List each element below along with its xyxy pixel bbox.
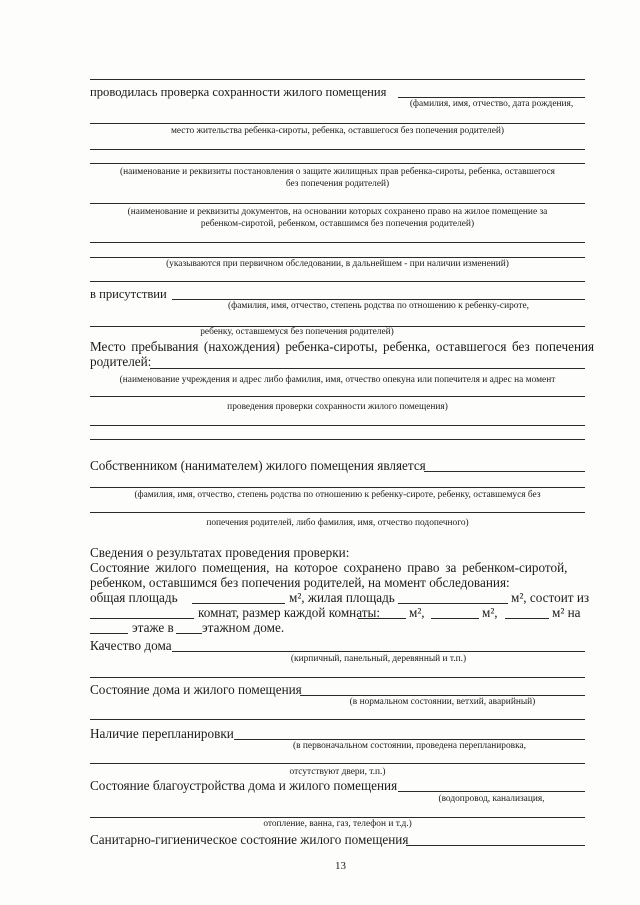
room-unit-2: м², bbox=[482, 605, 498, 620]
room-unit-1: м², bbox=[409, 605, 425, 620]
owner-field[interactable] bbox=[424, 471, 585, 472]
results-heading: Сведения о результатах проведения проверки: bbox=[90, 545, 350, 560]
fill-line[interactable] bbox=[90, 677, 585, 678]
consists-label: м², состоит из bbox=[511, 590, 590, 605]
amenities-field[interactable] bbox=[398, 791, 585, 792]
amenities-label: Состояние благоустройства дома и жилого помещения bbox=[90, 778, 398, 793]
fill-line[interactable] bbox=[90, 123, 585, 124]
caption: ребенку, оставшемуся без попечения родителей) bbox=[200, 327, 394, 337]
fill-line[interactable] bbox=[90, 763, 585, 764]
caption: (указываются при первичном обследовании, в дальнейшем - при наличии изменений) bbox=[166, 259, 509, 269]
check-label: проводилась проверка сохранности жилого помещения bbox=[90, 85, 387, 99]
page-number: 13 bbox=[335, 860, 346, 872]
caption: (фамилия, имя, отчество, дата рождения, bbox=[409, 99, 574, 109]
caption: (в первоначальном состоянии, проведена перепланировка, bbox=[293, 741, 526, 751]
location-label-2: родителей: bbox=[90, 354, 152, 369]
fill-line[interactable] bbox=[90, 487, 585, 488]
caption: (наименование учреждения и адрес либо фамилия, имя, отчество опекуна или попечителя и адрес на момент bbox=[119, 375, 556, 385]
living-area-label: м², жилая площадь bbox=[289, 590, 395, 605]
fill-line[interactable] bbox=[90, 149, 585, 150]
caption: (наименование и реквизиты документов, на основании которых сохранено право на жилое помещение за bbox=[127, 207, 548, 217]
fill-line[interactable] bbox=[90, 439, 585, 440]
location-label: Место пребывания (нахождения) ребенка-сироты, ребенка, оставшегося без попечения bbox=[90, 339, 595, 354]
caption: место жительства ребенка-сироты, ребенка, оставшегося без попечения родителей) bbox=[170, 126, 504, 136]
fill-line[interactable] bbox=[90, 79, 585, 80]
fill-line[interactable] bbox=[90, 281, 585, 282]
sanitary-field[interactable] bbox=[406, 845, 585, 846]
fill-line[interactable] bbox=[90, 719, 585, 720]
total-area-label: общая площадь bbox=[90, 590, 178, 605]
living-area-field[interactable] bbox=[398, 603, 508, 604]
fill-line[interactable] bbox=[90, 203, 585, 204]
caption: (наименование и реквизиты постановления о защите жилищных прав ребенка-сироты, ребенка, оставшегося bbox=[119, 167, 555, 177]
floor-house-label: этажном доме. bbox=[202, 620, 285, 635]
rooms-count-field[interactable] bbox=[90, 618, 194, 619]
caption: без попечения родителей) bbox=[285, 179, 390, 189]
floor-field[interactable] bbox=[90, 633, 128, 634]
quality-label: Качество дома bbox=[90, 638, 172, 653]
location-field[interactable] bbox=[150, 368, 585, 369]
quality-field[interactable] bbox=[172, 651, 585, 652]
replanning-label: Наличие перепланировки bbox=[90, 726, 234, 741]
replanning-field[interactable] bbox=[234, 739, 585, 740]
caption: проведения проверки сохранности жилого помещения) bbox=[227, 402, 448, 412]
fill-line[interactable] bbox=[90, 512, 585, 513]
floor-label: этаже в bbox=[132, 620, 174, 635]
owner-label: Собственником (нанимателем) жилого помещения является bbox=[90, 458, 426, 473]
caption: (водопровод, канализация, bbox=[438, 794, 545, 804]
state-text-2: ребенком, оставшимся без попечения родителей, на момент обследования: bbox=[90, 575, 510, 590]
total-area-field[interactable] bbox=[192, 603, 285, 604]
caption: (в нормальном состоянии, ветхий, аварийный) bbox=[349, 697, 536, 707]
caption: ребенком-сиротой, ребенком, оставшимся без попечения родителей) bbox=[200, 219, 475, 229]
room-unit-3: м² на bbox=[552, 605, 581, 620]
caption: (фамилия, имя, отчество, степень родства по отношению к ребенку-сироте, ребенку, оставшемуся без bbox=[134, 490, 541, 500]
house-state-label: Состояние дома и жилого помещения bbox=[90, 682, 302, 697]
caption: отсутствуют двери, т.п.) bbox=[289, 767, 386, 777]
room-size-field-1[interactable] bbox=[358, 618, 406, 619]
fill-line[interactable] bbox=[90, 425, 585, 426]
fill-line[interactable] bbox=[90, 396, 585, 397]
fill-line[interactable] bbox=[90, 163, 585, 164]
presence-label: в присутствии bbox=[90, 287, 167, 301]
state-text-1: Состояние жилого помещения, на которое сохранено право за ребенком-сиротой, bbox=[90, 560, 568, 575]
caption: (кирпичный, панельный, деревянный и т.п.) bbox=[290, 654, 467, 664]
fill-line[interactable] bbox=[90, 257, 585, 258]
house-state-field[interactable] bbox=[300, 695, 585, 696]
fill-line[interactable] bbox=[90, 242, 585, 243]
floors-count-field[interactable] bbox=[176, 633, 202, 634]
rooms-label: комнат, размер каждой комнаты: bbox=[198, 605, 381, 620]
caption: отопление, ванна, газ, телефон и т.д.) bbox=[263, 819, 412, 829]
caption: (фамилия, имя, отчество, степень родства по отношению к ребенку-сироте, bbox=[228, 301, 529, 311]
room-size-field-3[interactable] bbox=[505, 618, 549, 619]
fill-line[interactable] bbox=[90, 817, 585, 818]
room-size-field-2[interactable] bbox=[431, 618, 479, 619]
caption: попечения родителей, либо фамилия, имя, отчество подопечного) bbox=[206, 518, 469, 528]
sanitary-label: Санитарно-гигиеническое состояние жилого помещения bbox=[90, 832, 409, 847]
fill-line[interactable] bbox=[398, 97, 585, 98]
presence-field[interactable] bbox=[172, 299, 585, 300]
